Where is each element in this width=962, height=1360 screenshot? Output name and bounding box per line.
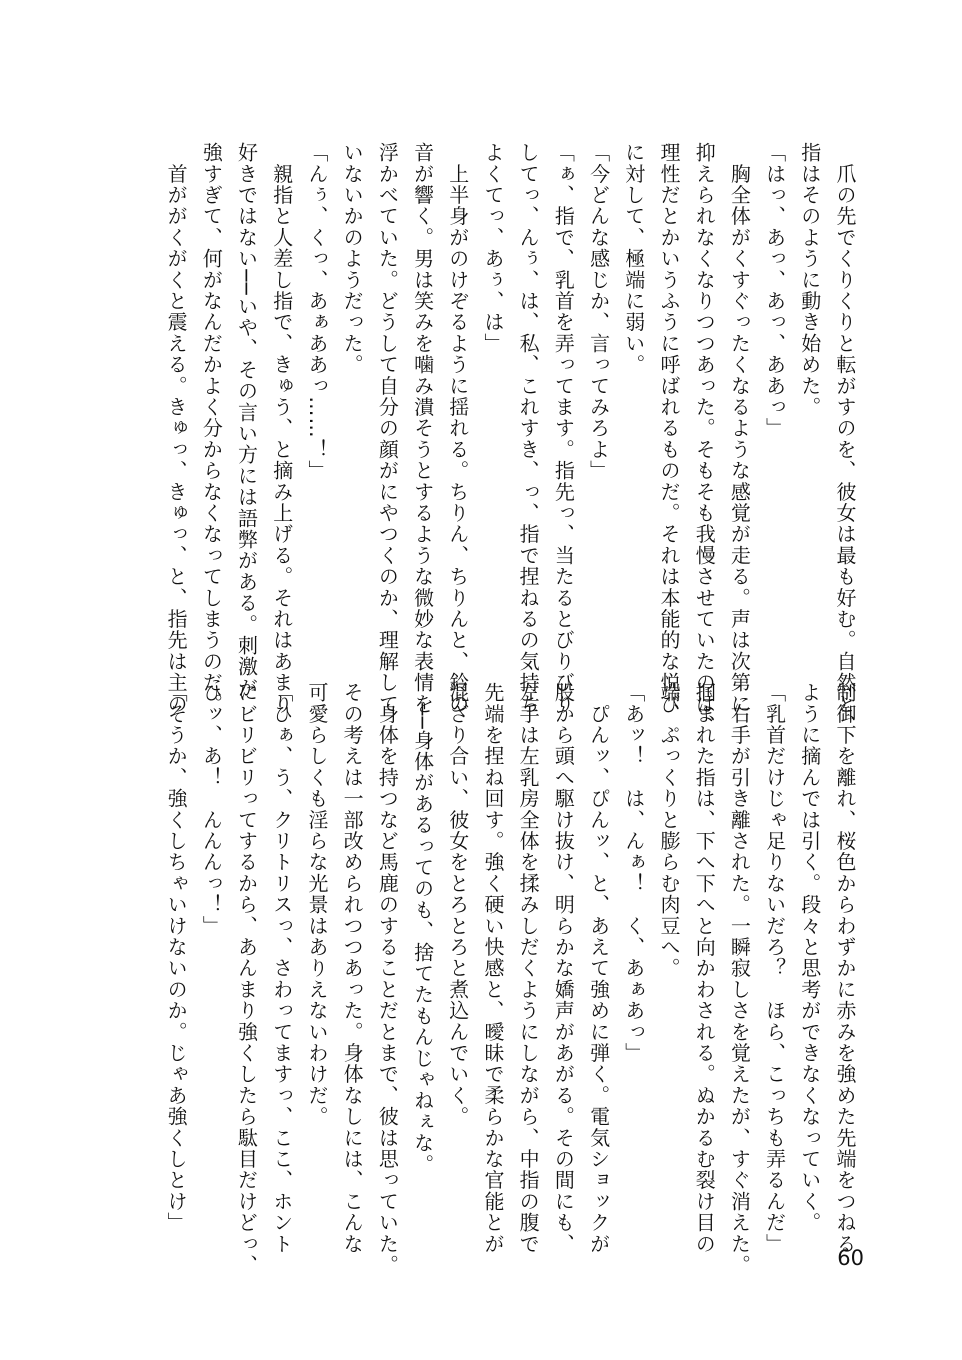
upper-text-block <box>102 142 862 736</box>
text-column: 「はっ、あっ、あっ、ああっ」 <box>762 142 787 439</box>
text-column: 「そうか、強くしちゃいけないのか。じゃあ強くしとけ」 <box>164 682 189 1234</box>
text-column: 上半身がのけぞるように揺れる。ちりん、ちりんと、鈴の <box>445 142 470 715</box>
text-column: 胸全体がくすぐったくなるような感覚が走る。声は次第に <box>727 142 752 715</box>
text-column: ように摘んでは引く。段々と思考ができなくなっていく。 <box>797 682 822 1234</box>
text-column: よくてっ、あぅ、は」 <box>480 142 505 354</box>
text-column: 右手が引き離された。一瞬寂しさを覚えたが、すぐ消えた。 <box>727 682 752 1276</box>
text-column: ──身体があるってのも、捨てたもんじゃねぇな。 <box>410 682 435 1175</box>
text-column: 「今どんな感じか、言ってみろよ」 <box>586 142 611 482</box>
text-column: 強すぎて、何がなんだかよく分からなくなってしまうのだ。 <box>199 142 224 715</box>
text-column: 身体を持つなど馬鹿のすることだとまで、彼は思っていた。 <box>375 682 400 1276</box>
text-column: 「ぁ、指で、乳首を弄ってます。指先っ、当たるとびりびり <box>551 142 576 715</box>
text-column: にビリビリってするから、あんまり強くしたら駄目だけどっ、 <box>234 682 259 1276</box>
text-column: 親指と人差し指で、きゅう、と摘み上げる。それはあまり <box>269 142 294 715</box>
text-column: 首ががくがくと震える。きゅっ、きゅっ、と、指先は主の <box>164 142 189 715</box>
text-column: 抑えられなくなりつつあった。そもそも我慢させていたのは、 <box>692 142 717 736</box>
text-column: 「乳首だけじゃ足りないだろ？ ほら、こっちも弄るんだ」 <box>762 682 787 1255</box>
text-column: してっ、んぅ、は、私、これすき、っ、指で捏ねるの気持ち <box>516 142 541 715</box>
text-column: いないかのようだった。 <box>340 142 365 376</box>
text-column: 音が響く。男は笑みを噛み潰そうとするような微妙な表情を <box>410 142 435 715</box>
text-column: 好きではない──いや、その言い方には語弊がある。刺激が <box>234 142 259 699</box>
text-column: 可愛らしくも淫らな光景はありえないわけだ。 <box>304 682 329 1128</box>
text-column: 左手は左乳房全体を揉みしだくようにしながら、中指の腹で <box>516 682 541 1255</box>
text-column: に対して、極端に弱い。 <box>621 142 646 376</box>
text-column: 指はそのように動き始めた。 <box>797 142 822 418</box>
text-column: 股から頭へ駆け抜け、明らかな嬌声があがる。その間にも、 <box>551 682 576 1255</box>
page-number: 60 <box>837 1246 864 1270</box>
text-column: 爪の先でくりくりと転がすのを、彼女は最も好む。自然と、 <box>833 142 857 736</box>
text-column: その考えは一部改められつつあった。身体なしには、こんな <box>340 682 365 1255</box>
text-column: 混ざり合い、彼女をとろとろと煮込んでいく。 <box>445 682 470 1128</box>
text-column: 「んぅ、くっ、あぁああっ……！」 <box>304 142 329 482</box>
text-column: 掴まれた指は、下へ下へと向かわされる。ぬかるむ裂け目の <box>692 682 717 1255</box>
text-column: 先端を捏ね回す。強く硬い快感と、曖昧で柔らかな官能とが <box>480 682 505 1255</box>
text-column: 浮かべていた。どうして自分の顔がにやつくのか、理解して <box>375 142 400 715</box>
text-column: 「ひぁ、う、クリトリスっ、さわってますっ、ここ、ホント <box>269 682 294 1255</box>
text-column: ひッ、あ！ んんんっ！」 <box>199 682 224 937</box>
text-column: ぴんッ、ぴんッ、と、あえて強めに弾く。電気ショックが <box>586 682 611 1255</box>
text-column: 制御下を離れ、桜色からわずかに赤みを強めた先端をつねる <box>833 682 857 1255</box>
text-column: 「あッ！ は、んぁ！ く、あぁあっ」 <box>621 682 646 1064</box>
text-column: 端、ぷっくりと膨らむ肉豆へ。 <box>656 682 681 979</box>
text-column: 理性だとかいうふうに呼ばれるものだ。それは本能的な悦び <box>656 142 681 715</box>
